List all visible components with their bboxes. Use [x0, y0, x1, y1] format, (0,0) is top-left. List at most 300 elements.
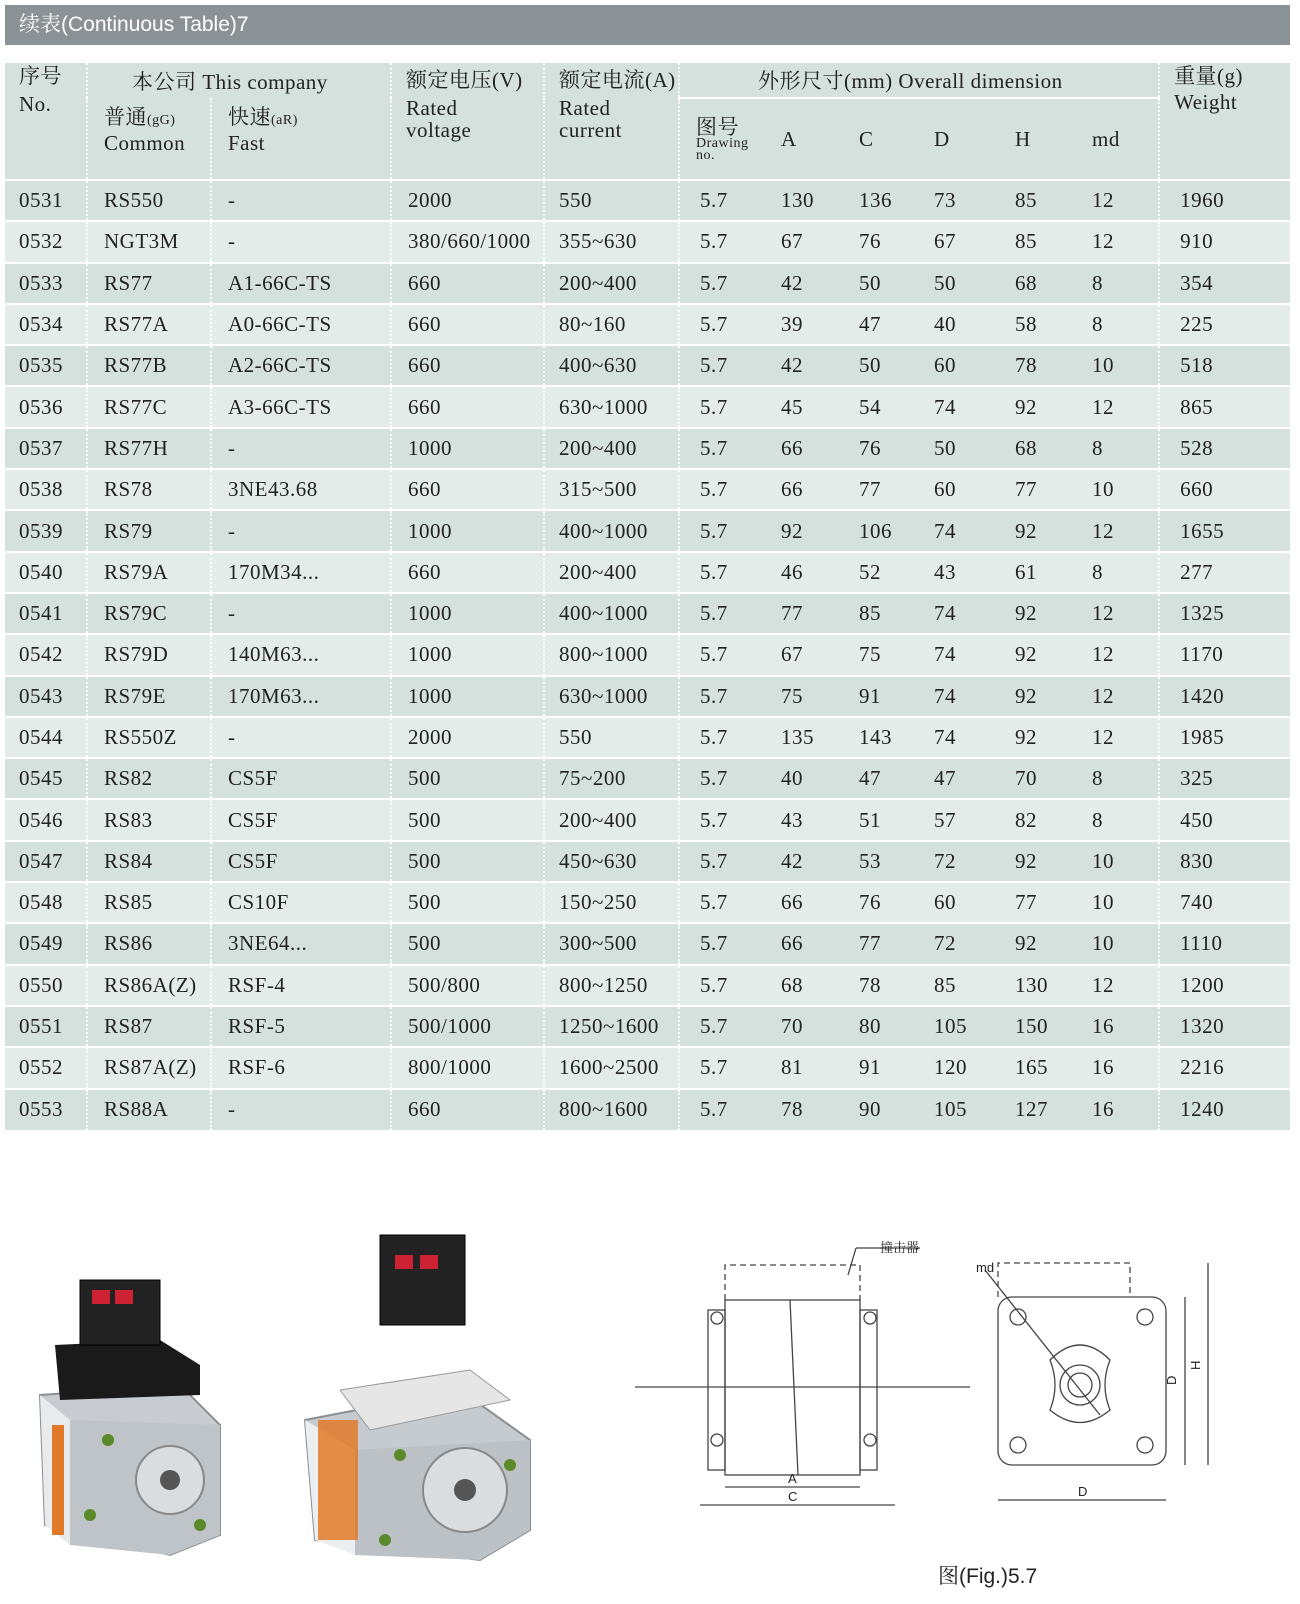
table-cell: 450~630: [544, 841, 679, 882]
table-cell: 1420: [1159, 676, 1290, 717]
table-cell: 5.7: [679, 469, 761, 510]
table-cell: 92: [995, 841, 1072, 882]
table-cell: 54: [839, 386, 916, 427]
table-cell: 68: [761, 965, 839, 1006]
table-cell: 53: [839, 841, 916, 882]
spec-table-wrap: [5, 63, 1290, 1130]
table-cell: 5.7: [679, 634, 761, 675]
table-cell: 12: [1072, 676, 1159, 717]
table-cell: 2000: [391, 180, 544, 221]
table-cell: RS86A(Z): [87, 965, 211, 1006]
table-cell: 8: [1072, 428, 1159, 469]
table-cell: 8: [1072, 263, 1159, 304]
table-cell: 85: [995, 221, 1072, 262]
table-title: 续表(Continuous Table)7: [5, 5, 1290, 45]
table-cell: 2000: [391, 717, 544, 758]
table-cell: A3-66C-TS: [211, 386, 391, 427]
table-cell: 5.7: [679, 923, 761, 964]
table-cell: 1250~1600: [544, 1006, 679, 1047]
table-cell: 0548: [5, 882, 87, 923]
table-cell: 500: [391, 841, 544, 882]
table-cell: 5.7: [679, 180, 761, 221]
table-cell: 165: [995, 1047, 1072, 1088]
header-col-c: C: [839, 98, 916, 180]
dim-a-label: A: [788, 1471, 797, 1486]
table-cell: 5.7: [679, 510, 761, 551]
table-cell: 0533: [5, 263, 87, 304]
table-cell: 75: [839, 634, 916, 675]
table-cell: 550: [544, 717, 679, 758]
table-cell: 46: [761, 552, 839, 593]
table-cell: 92: [995, 717, 1072, 758]
table-cell: 73: [916, 180, 995, 221]
table-row: [5, 469, 1290, 510]
table-cell: 400~1000: [544, 593, 679, 634]
table-cell: 0535: [5, 345, 87, 386]
table-cell: 800~1000: [544, 634, 679, 675]
table-cell: RS79A: [87, 552, 211, 593]
table-cell: 66: [761, 428, 839, 469]
table-cell: 1000: [391, 593, 544, 634]
table-row: [5, 799, 1290, 840]
table-cell: 315~500: [544, 469, 679, 510]
table-cell: RSF-5: [211, 1006, 391, 1047]
table-cell: 0540: [5, 552, 87, 593]
table-cell: 70: [995, 758, 1072, 799]
table-cell: 200~400: [544, 263, 679, 304]
table-cell: RSF-4: [211, 965, 391, 1006]
table-cell: 5.7: [679, 717, 761, 758]
table-cell: 92: [995, 593, 1072, 634]
table-cell: RS79E: [87, 676, 211, 717]
table-cell: 170M34...: [211, 552, 391, 593]
table-cell: RS88A: [87, 1089, 211, 1130]
table-cell: 500: [391, 882, 544, 923]
table-cell: 0542: [5, 634, 87, 675]
table-cell: 130: [995, 965, 1072, 1006]
table-cell: 5.7: [679, 263, 761, 304]
table-cell: 90: [839, 1089, 916, 1130]
table-cell: RS77B: [87, 345, 211, 386]
table-cell: 3NE43.68: [211, 469, 391, 510]
table-cell: 660: [391, 263, 544, 304]
table-cell: 57: [916, 799, 995, 840]
table-row: [5, 1006, 1290, 1047]
table-cell: 143: [839, 717, 916, 758]
table-cell: 5.7: [679, 593, 761, 634]
table-cell: 800/1000: [391, 1047, 544, 1088]
table-cell: 8: [1072, 304, 1159, 345]
dim-h-label: H: [1188, 1360, 1203, 1370]
table-cell: RS78: [87, 469, 211, 510]
table-cell: 60: [916, 882, 995, 923]
figure-caption: 图(Fig.)5.7: [938, 1565, 1038, 1588]
table-cell: 660: [391, 345, 544, 386]
table-cell: 75: [761, 676, 839, 717]
header-drawing-cn: 图号: [696, 115, 739, 139]
table-row: [5, 923, 1290, 964]
table-cell: CS5F: [211, 758, 391, 799]
table-cell: 81: [761, 1047, 839, 1088]
table-cell: 660: [391, 386, 544, 427]
header-weight-cn: 重量(g): [1174, 64, 1244, 88]
table-cell: RS79D: [87, 634, 211, 675]
table-cell: 77: [839, 923, 916, 964]
table-row: [5, 634, 1290, 675]
table-cell: 140M63...: [211, 634, 391, 675]
table-cell: 10: [1072, 841, 1159, 882]
table-cell: RSF-6: [211, 1047, 391, 1088]
table-cell: 1960: [1159, 180, 1290, 221]
table-row: [5, 758, 1290, 799]
table-cell: 47: [916, 758, 995, 799]
table-cell: 400~1000: [544, 510, 679, 551]
table-cell: RS77: [87, 263, 211, 304]
table-cell: 660: [1159, 469, 1290, 510]
table-cell: 105: [916, 1089, 995, 1130]
header-common-sub: (gG): [147, 113, 176, 128]
table-cell: 0550: [5, 965, 87, 1006]
table-row: [5, 593, 1290, 634]
table-cell: 5.7: [679, 1047, 761, 1088]
table-row: [5, 841, 1290, 882]
table-cell: 1170: [1159, 634, 1290, 675]
table-cell: RS79C: [87, 593, 211, 634]
table-cell: 1000: [391, 676, 544, 717]
table-cell: 60: [916, 469, 995, 510]
table-cell: RS87A(Z): [87, 1047, 211, 1088]
table-cell: 78: [995, 345, 1072, 386]
table-cell: 400~630: [544, 345, 679, 386]
dim-d-label-vertical: D: [1164, 1375, 1179, 1385]
md-label: md: [976, 1260, 995, 1275]
table-cell: 76: [839, 221, 916, 262]
header-company: 本公司 This company: [87, 63, 391, 98]
table-cell: 52: [839, 552, 916, 593]
table-cell: 50: [916, 263, 995, 304]
table-cell: 354: [1159, 263, 1290, 304]
table-cell: 0543: [5, 676, 87, 717]
table-cell: 66: [761, 469, 839, 510]
table-cell: 82: [995, 799, 1072, 840]
header-fast-cn: 快速: [228, 105, 271, 129]
table-row: [5, 428, 1290, 469]
table-cell: 43: [761, 799, 839, 840]
header-drawing-en1: Drawing: [696, 136, 749, 151]
table-cell: 5.7: [679, 841, 761, 882]
table-cell: 10: [1072, 469, 1159, 510]
header-voltage-cn: 额定电压(V): [406, 68, 523, 92]
table-cell: 130: [761, 180, 839, 221]
table-row: [5, 386, 1290, 427]
table-cell: 74: [916, 386, 995, 427]
table-cell: -: [211, 593, 391, 634]
table-cell: 5.7: [679, 882, 761, 923]
table-cell: 106: [839, 510, 916, 551]
table-cell: 76: [839, 428, 916, 469]
table-cell: 660: [391, 552, 544, 593]
table-cell: CS5F: [211, 799, 391, 840]
table-cell: 740: [1159, 882, 1290, 923]
table-cell: 67: [761, 221, 839, 262]
table-cell: 1655: [1159, 510, 1290, 551]
table-cell: 16: [1072, 1089, 1159, 1130]
table-cell: 66: [761, 923, 839, 964]
table-cell: 660: [391, 304, 544, 345]
table-cell: 910: [1159, 221, 1290, 262]
table-cell: 74: [916, 593, 995, 634]
table-cell: 660: [391, 469, 544, 510]
table-cell: 500/800: [391, 965, 544, 1006]
table-cell: 58: [995, 304, 1072, 345]
table-cell: 85: [916, 965, 995, 1006]
table-cell: 136: [839, 180, 916, 221]
table-cell: 10: [1072, 923, 1159, 964]
table-cell: 8: [1072, 758, 1159, 799]
fuse-photo-2: [300, 1220, 540, 1565]
table-cell: 1240: [1159, 1089, 1290, 1130]
header-voltage-en2: voltage: [406, 118, 472, 142]
table-cell: 50: [839, 263, 916, 304]
table-cell: 12: [1072, 510, 1159, 551]
table-cell: 1200: [1159, 965, 1290, 1006]
table-cell: 200~400: [544, 428, 679, 469]
table-cell: 380/660/1000: [391, 221, 544, 262]
table-cell: 75~200: [544, 758, 679, 799]
table-cell: -: [211, 1089, 391, 1130]
table-cell: 42: [761, 263, 839, 304]
dimension-drawing: [630, 1235, 1230, 1525]
table-cell: 77: [995, 469, 1072, 510]
table-cell: 1325: [1159, 593, 1290, 634]
table-cell: RS79: [87, 510, 211, 551]
table-cell: RS77H: [87, 428, 211, 469]
table-cell: 43: [916, 552, 995, 593]
table-cell: 3NE64...: [211, 923, 391, 964]
table-cell: 5.7: [679, 345, 761, 386]
table-cell: 865: [1159, 386, 1290, 427]
table-cell: 16: [1072, 1047, 1159, 1088]
table-row: [5, 717, 1290, 758]
table-row: [5, 552, 1290, 593]
header-col-h: H: [995, 98, 1072, 180]
table-cell: 150~250: [544, 882, 679, 923]
dim-d-label: D: [1078, 1484, 1088, 1499]
table-cell: 1000: [391, 428, 544, 469]
table-cell: 0539: [5, 510, 87, 551]
table-cell: 92: [761, 510, 839, 551]
table-cell: 5.7: [679, 676, 761, 717]
table-cell: RS550: [87, 180, 211, 221]
table-row: [5, 676, 1290, 717]
table-cell: 5.7: [679, 758, 761, 799]
table-cell: 16: [1072, 1006, 1159, 1047]
table-cell: RS85: [87, 882, 211, 923]
table-cell: 135: [761, 717, 839, 758]
table-cell: -: [211, 180, 391, 221]
table-row: [5, 345, 1290, 386]
table-cell: 5.7: [679, 965, 761, 1006]
table-cell: 10: [1072, 345, 1159, 386]
table-cell: RS86: [87, 923, 211, 964]
dim-c-label: C: [788, 1489, 798, 1504]
table-cell: 45: [761, 386, 839, 427]
table-cell: 150: [995, 1006, 1072, 1047]
fuse-photo-1: [30, 1275, 230, 1560]
table-cell: 47: [839, 304, 916, 345]
table-cell: 170M63...: [211, 676, 391, 717]
table-cell: 200~400: [544, 799, 679, 840]
table-cell: 5.7: [679, 304, 761, 345]
table-cell: A1-66C-TS: [211, 263, 391, 304]
header-dimension: 外形尺寸(mm) Overall dimension: [679, 63, 1159, 98]
table-row: [5, 180, 1290, 221]
table-row: [5, 510, 1290, 551]
table-cell: 42: [761, 841, 839, 882]
table-cell: 1985: [1159, 717, 1290, 758]
table-cell: 630~1000: [544, 386, 679, 427]
table-cell: 0536: [5, 386, 87, 427]
table-cell: 5.7: [679, 221, 761, 262]
header-current-cn: 额定电流(A): [559, 68, 676, 92]
table-cell: 12: [1072, 717, 1159, 758]
table-cell: 60: [916, 345, 995, 386]
table-cell: 528: [1159, 428, 1290, 469]
table-cell: 225: [1159, 304, 1290, 345]
spec-table: [5, 63, 1290, 1130]
table-cell: 500: [391, 923, 544, 964]
table-cell: 66: [761, 882, 839, 923]
table-cell: 500: [391, 799, 544, 840]
table-cell: 80: [839, 1006, 916, 1047]
table-cell: RS77C: [87, 386, 211, 427]
table-cell: 0553: [5, 1089, 87, 1130]
table-body: [5, 180, 1290, 1130]
table-cell: A2-66C-TS: [211, 345, 391, 386]
table-cell: 5.7: [679, 1006, 761, 1047]
table-cell: -: [211, 428, 391, 469]
table-cell: 0547: [5, 841, 87, 882]
table-cell: 325: [1159, 758, 1290, 799]
table-cell: 5.7: [679, 1089, 761, 1130]
table-cell: -: [211, 510, 391, 551]
table-cell: 0541: [5, 593, 87, 634]
table-cell: 8: [1072, 799, 1159, 840]
table-row: [5, 221, 1290, 262]
table-cell: 12: [1072, 180, 1159, 221]
table-cell: 1000: [391, 634, 544, 675]
table-cell: RS82: [87, 758, 211, 799]
table-cell: 50: [839, 345, 916, 386]
table-cell: 0546: [5, 799, 87, 840]
table-cell: 92: [995, 386, 1072, 427]
figure-area: [0, 1200, 1300, 1600]
table-cell: RS84: [87, 841, 211, 882]
table-cell: NGT3M: [87, 221, 211, 262]
table-cell: 72: [916, 841, 995, 882]
header-no-en: No.: [19, 92, 52, 116]
table-cell: 91: [839, 1047, 916, 1088]
header-weight-en: Weight: [1174, 90, 1238, 114]
table-cell: 78: [839, 965, 916, 1006]
table-cell: 92: [995, 676, 1072, 717]
table-cell: 92: [995, 634, 1072, 675]
table-cell: 830: [1159, 841, 1290, 882]
table-cell: 12: [1072, 965, 1159, 1006]
table-cell: 500/1000: [391, 1006, 544, 1047]
table-cell: CS5F: [211, 841, 391, 882]
table-cell: 355~630: [544, 221, 679, 262]
header-col-md: md: [1072, 98, 1159, 180]
table-cell: 5.7: [679, 799, 761, 840]
table-cell: 72: [916, 923, 995, 964]
table-cell: 200~400: [544, 552, 679, 593]
header-current-en1: Rated: [559, 96, 611, 120]
striker-label: 撞击器: [880, 1240, 920, 1255]
table-cell: 39: [761, 304, 839, 345]
header-current-en2: current: [559, 118, 622, 142]
table-cell: 92: [995, 510, 1072, 551]
table-cell: 550: [544, 180, 679, 221]
table-cell: 1600~2500: [544, 1047, 679, 1088]
table-row: [5, 304, 1290, 345]
table-cell: 0534: [5, 304, 87, 345]
table-cell: 78: [761, 1089, 839, 1130]
table-row: [5, 1089, 1290, 1130]
table-cell: 0549: [5, 923, 87, 964]
table-cell: 74: [916, 634, 995, 675]
table-cell: 42: [761, 345, 839, 386]
table-cell: 0531: [5, 180, 87, 221]
header-col-a: A: [761, 98, 839, 180]
header-voltage-en1: Rated: [406, 96, 458, 120]
table-cell: RS83: [87, 799, 211, 840]
header-common-cn: 普通: [104, 105, 147, 129]
table-cell: 0532: [5, 221, 87, 262]
table-cell: 8: [1072, 552, 1159, 593]
table-cell: 2216: [1159, 1047, 1290, 1088]
table-cell: 5.7: [679, 386, 761, 427]
table-cell: RS77A: [87, 304, 211, 345]
table-cell: 85: [839, 593, 916, 634]
table-cell: -: [211, 221, 391, 262]
table-cell: 12: [1072, 386, 1159, 427]
table-cell: 51: [839, 799, 916, 840]
table-row: [5, 263, 1290, 304]
table-cell: 0545: [5, 758, 87, 799]
table-row: [5, 1047, 1290, 1088]
table-cell: 1110: [1159, 923, 1290, 964]
table-cell: 0552: [5, 1047, 87, 1088]
table-cell: 0537: [5, 428, 87, 469]
table-cell: RS550Z: [87, 717, 211, 758]
table-row: [5, 882, 1290, 923]
table-cell: 450: [1159, 799, 1290, 840]
table-cell: 92: [995, 923, 1072, 964]
table-cell: 630~1000: [544, 676, 679, 717]
table-cell: 61: [995, 552, 1072, 593]
table-cell: 70: [761, 1006, 839, 1047]
table-cell: 120: [916, 1047, 995, 1088]
table-cell: 12: [1072, 634, 1159, 675]
table-cell: 47: [839, 758, 916, 799]
table-cell: 518: [1159, 345, 1290, 386]
table-cell: 40: [916, 304, 995, 345]
table-cell: 74: [916, 717, 995, 758]
table-cell: 77: [839, 469, 916, 510]
header-fast-en: Fast: [228, 131, 266, 155]
table-cell: 40: [761, 758, 839, 799]
